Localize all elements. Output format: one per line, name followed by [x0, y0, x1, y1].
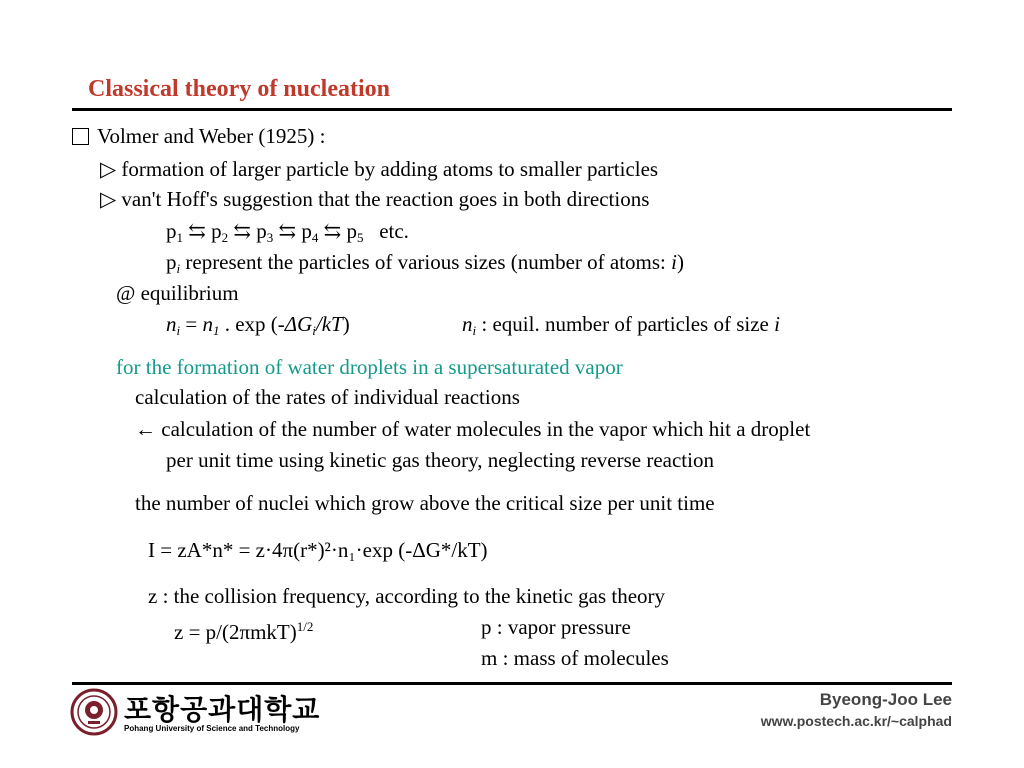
bullet-item-2	[100, 187, 649, 211]
p-description: p : vapor pressure	[481, 615, 631, 639]
particle-sub: 1	[176, 230, 183, 245]
equilibrium-arrow-icon: ⇆	[323, 219, 342, 243]
footer-rule	[72, 682, 952, 685]
heading-text: Volmer and Weber (1925) :	[97, 124, 326, 148]
z-eq-base: z = p/(2πmkT)	[174, 620, 297, 644]
pi-var: i	[671, 250, 677, 274]
title-underline	[72, 108, 952, 111]
university-seal-icon	[70, 688, 118, 736]
particle-p: p	[346, 219, 357, 243]
particle-p: p	[166, 250, 177, 274]
bullet-item-1	[100, 157, 658, 181]
n1-var: n	[202, 312, 213, 336]
pi-subscript: i	[176, 261, 181, 276]
z-eq-exponent: 1/2	[296, 619, 314, 634]
ni-sub: i	[176, 323, 181, 338]
reaction-etc: etc.	[379, 219, 409, 243]
ni-exp: . exp (-	[219, 312, 285, 336]
university-logo-korean: 포항공과대학교	[124, 693, 321, 726]
ni-equation	[166, 312, 350, 343]
water-droplet-heading: for the formation of water droplets in a supersaturated vapor	[116, 355, 623, 379]
slide-title: Classical theory of nucleation	[88, 76, 390, 102]
calc-molecules-text-2: per unit time using kinetic gas theory, neglecting reverse reaction	[166, 448, 714, 472]
z-equation	[174, 615, 313, 644]
bullet-text-2: van't Hoff's suggestion that the reaction goes in both directions	[121, 187, 650, 211]
ni-sub-2: i	[472, 323, 477, 338]
checkbox-bullet-icon	[72, 128, 89, 145]
particle-p: p	[301, 219, 312, 243]
calc-molecules-text: ← calculation of the number of water molecules in the vapor which hit a droplet	[135, 417, 811, 441]
particle-sub: 5	[356, 230, 364, 245]
pi-desc-text: represent the particles of various sizes (number of atoms:	[185, 250, 672, 274]
ni-desc-text: : equil. number of particles of size	[476, 312, 775, 336]
particle-sub: 3	[266, 230, 274, 245]
ni-lhs-2: n	[462, 312, 473, 336]
website-url: www.postech.ac.kr/~calphad	[760, 713, 952, 729]
dg-sub: i	[312, 323, 316, 338]
reaction-chain	[166, 219, 409, 250]
equilibrium-arrow-icon: ⇆	[188, 219, 206, 243]
nuclei-text: the number of nuclei which grow above the critical size per unit time	[135, 491, 715, 515]
university-logo-english: Pohang University of Science and Technology	[124, 724, 300, 733]
equilibrium-arrow-icon: ⇆	[278, 219, 297, 243]
particle-sub: 4	[311, 230, 319, 245]
particle-p: p	[211, 219, 222, 243]
ni-lhs: n	[166, 312, 177, 336]
calc-rates-text: calculation of the rates of individual reactions	[135, 385, 520, 409]
ni-description	[462, 312, 780, 343]
ni-eq-sign: =	[180, 312, 203, 336]
triangle-bullet-icon: ▷	[100, 187, 122, 211]
pi-description: $p_i$ represent the particles of various sizes (number of atoms: i)	[166, 250, 684, 276]
author-name: Byeong-Joo Lee	[819, 690, 952, 709]
m-description: m : mass of molecules	[481, 646, 669, 670]
kt: /kT	[315, 312, 343, 336]
particle-p: p	[256, 219, 267, 243]
bullet-text-1: formation of larger particle by adding atoms to smaller particles	[121, 157, 659, 181]
particle-p: p	[166, 219, 177, 243]
equilibrium-label: @ equilibrium	[116, 281, 239, 305]
n1-sub: 1	[212, 323, 220, 338]
triangle-bullet-icon: ▷	[100, 157, 122, 181]
nucleation-rate-equation: I = zA*n* = z·4π(r*)²·n₁·exp (-ΔG*/kT)	[148, 538, 488, 562]
z-description: z : the collision frequency, according to the kinetic gas theory	[148, 584, 666, 608]
heading-volmer-weber	[72, 124, 325, 148]
ni-close: )	[342, 312, 350, 336]
particle-sub: 2	[221, 230, 229, 245]
size-i: i	[774, 312, 780, 336]
delta-g: ΔG	[284, 312, 313, 336]
equilibrium-arrow-icon: ⇆	[233, 219, 251, 243]
